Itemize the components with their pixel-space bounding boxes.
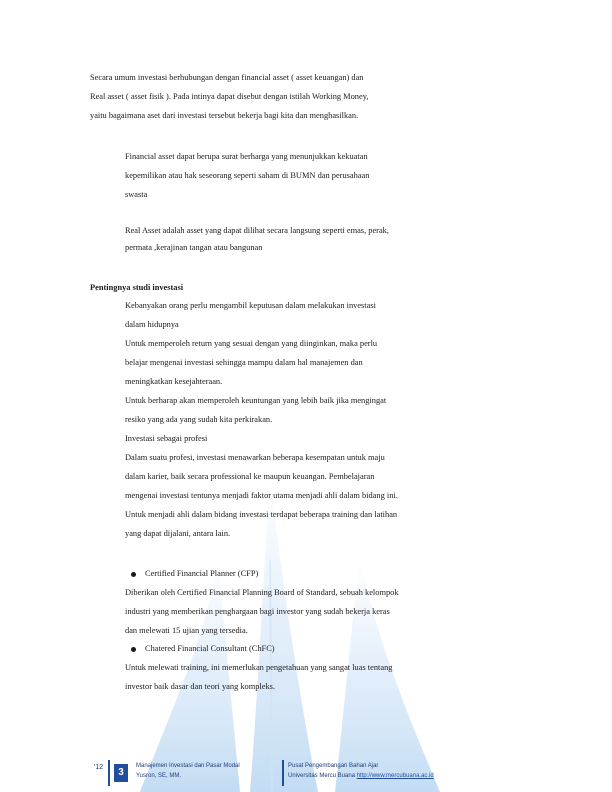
page-footer — [0, 752, 612, 792]
real-asset-line-2: permata ,kerajinan tangan atau bangunan — [125, 243, 263, 252]
intro-line-1: Secara umum investasi berhubungan dengan financial asset ( asset keuangan) dan — [90, 73, 364, 82]
section-line: belajar mengenai investasi sehingga mampu dalam hal manajemen dan — [125, 358, 363, 367]
university-line — [288, 772, 434, 780]
section-line: Untuk memperoleh return yang sesuai dengan yang diinginkan, maka perlu — [125, 339, 378, 348]
footer-divider — [282, 760, 284, 786]
website-link[interactable]: http://www.mercubuana.ac.id — [356, 773, 434, 779]
university-name: Universitas Mercu Buana — [288, 773, 356, 779]
course-title: Manajemen Investasi dan Pasar Modal — [136, 763, 240, 769]
author-name: Yusron, SE, MM. — [136, 773, 182, 779]
financial-asset-line-2: kepemilikan atau hak seseorang seperti saham di BUMN dan perusahaan — [125, 171, 370, 180]
intro-line-3: yaitu bagaimana aset dari investasi tersebut bekerja bagi kita dan menghasilkan. — [90, 111, 359, 120]
section-line: Investasi sebagai profesi — [125, 434, 208, 443]
center-name: Pusat Pengembangan Bahan Ajar — [288, 763, 379, 769]
section-line: Dalam suatu profesi, investasi menawarkan beberapa kesempatan untuk maju — [125, 453, 385, 462]
bullet1-title: Certified Financial Planner (CFP) — [145, 569, 259, 578]
financial-asset-line-3: swasta — [125, 190, 148, 199]
intro-line-2: Real asset ( asset fisik ). Pada intinya dapat disebut dengan istilah Working Money, — [90, 92, 369, 101]
bullet-icon — [131, 572, 136, 577]
chapter-number-badge: 3 — [114, 764, 128, 782]
section-line: Untuk berharap akan memperoleh keuntungan yang lebih baik jika mengingat — [125, 396, 387, 405]
bullet2-line-1: Untuk melewati training, ini memerlukan pengetahuan yang sangat luas tentang — [125, 663, 393, 672]
bullet2-title: Chatered Financial Consultant (ChFC) — [145, 644, 275, 653]
section-line: dalam hidupnya — [125, 320, 179, 329]
section-line: Kebanyakan orang perlu mengambil keputusan dalam melakukan investasi — [125, 301, 376, 310]
section-heading: Pentingnya studi investasi — [90, 283, 184, 292]
bullet2-line-2: investor baik dasar dan teori yang kompleks. — [125, 682, 276, 691]
bullet-icon — [131, 647, 136, 652]
financial-asset-line-1: Financial asset dapat berupa surat berharga yang menunjukkan kekuatan — [125, 152, 368, 161]
section-line: dalam karier, baik secara professional ke maupun keuangan. Pembelajaran — [125, 472, 375, 481]
page-number: '12 — [94, 764, 104, 771]
section-line: yang dapat dijalani, antara lain. — [125, 529, 231, 538]
bullet1-line-1: Diberikan oleh Certified Financial Planning Board of Standard, sebuah kelompok — [125, 588, 399, 597]
real-asset-line-1: Real Asset adalah asset yang dapat dilihat secara langsung seperti emas, perak, — [125, 226, 389, 235]
bullet1-line-2: industri yang memberikan penghargaan bagi investor yang sudah bekerja keras — [125, 607, 390, 616]
section-line: Untuk menjadi ahli dalam bidang investasi terdapat beberapa training dan latihan — [125, 510, 398, 519]
bullet1-line-3: dan melewati 15 ujian yang tersedia. — [125, 626, 248, 635]
footer-divider — [108, 760, 110, 786]
section-line: meningkatkan kesejahteraan. — [125, 377, 223, 386]
section-line: resiko yang ada yang sudah kita perkirakan. — [125, 415, 273, 424]
section-line: mengenai investasi tentunya menjadi faktor utama menjadi ahli dalam bidang ini. — [125, 491, 398, 500]
